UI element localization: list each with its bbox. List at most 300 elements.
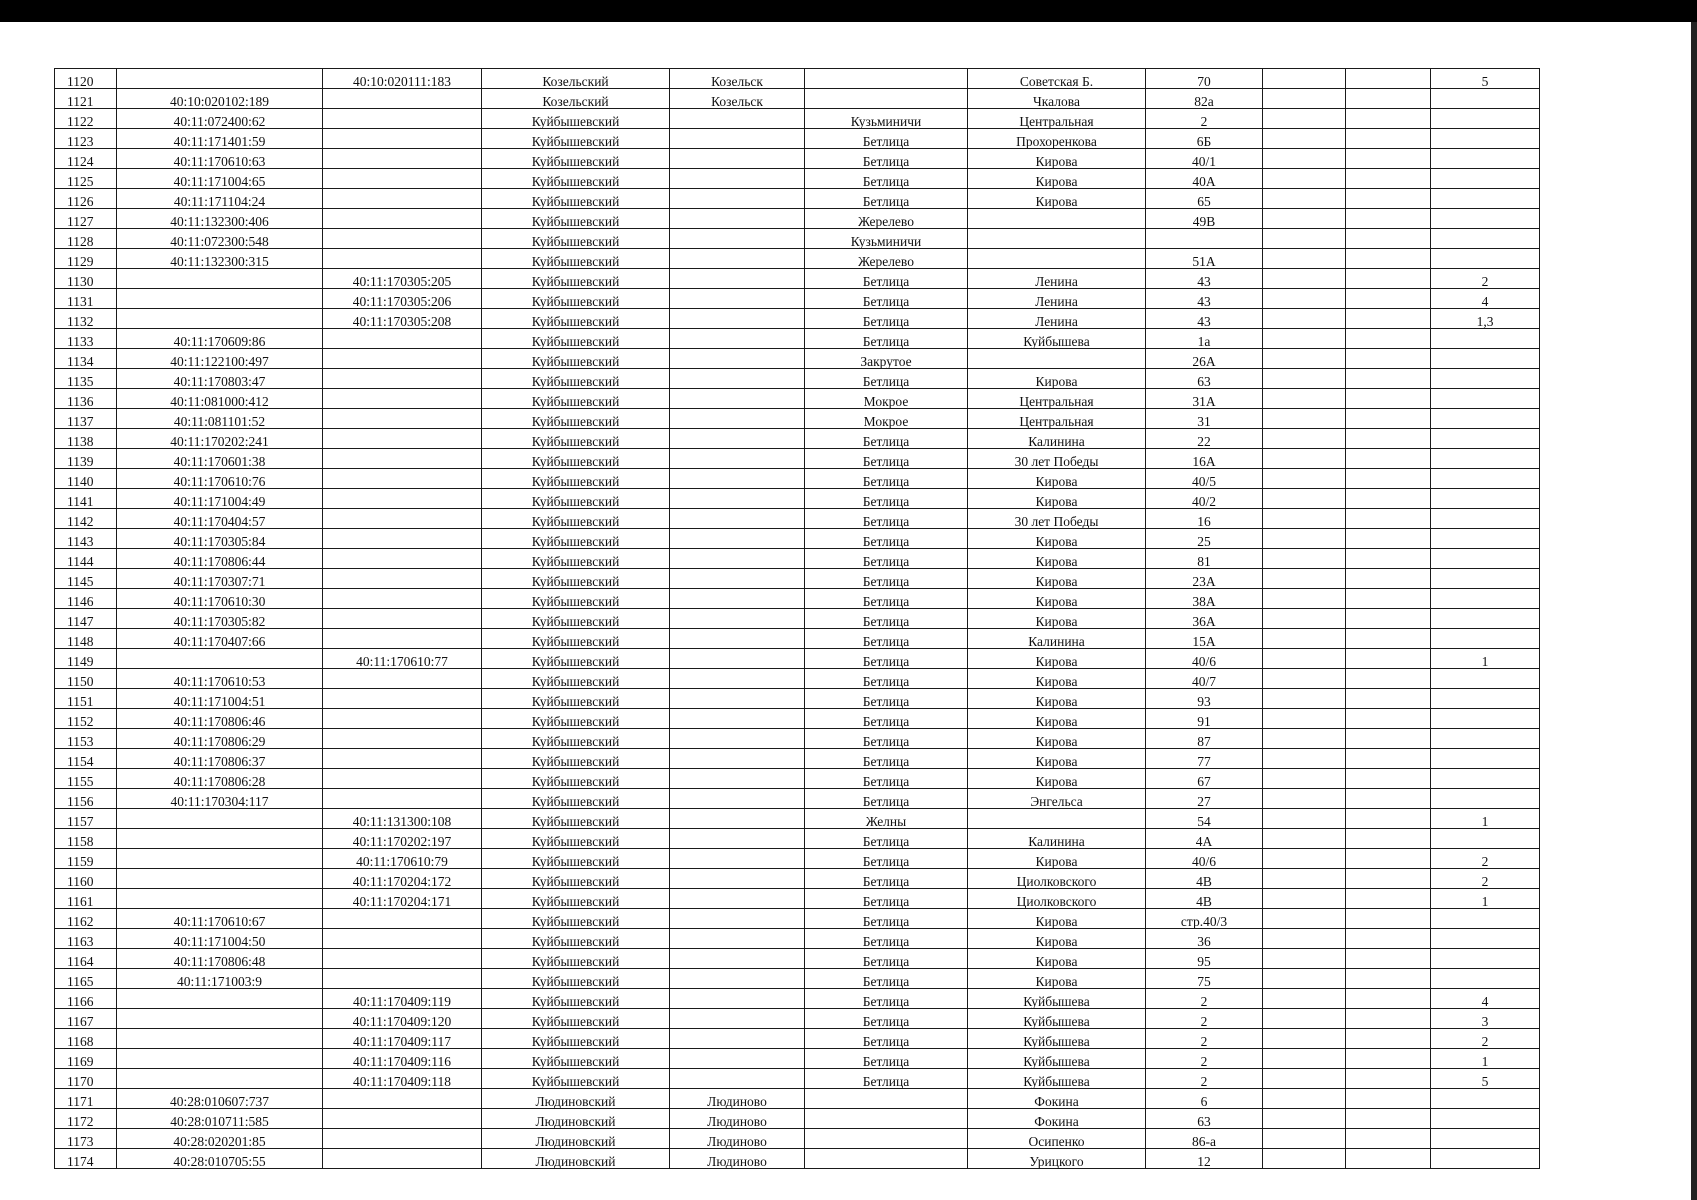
cadastral-number-land-cell: 40:11:170803:47 (117, 369, 323, 389)
city-cell (670, 829, 805, 849)
street-cell: Центральная (968, 409, 1146, 429)
apartment-number-cell (1431, 329, 1540, 349)
city-cell (670, 849, 805, 869)
settlement-cell: Бетлица (805, 129, 968, 149)
street-cell (968, 249, 1146, 269)
extra-col-1-cell (1263, 169, 1346, 189)
district-cell: Куйбышевский (482, 829, 670, 849)
city-cell (670, 169, 805, 189)
district-cell: Куйбышевский (482, 109, 670, 129)
street-cell: Фокина (968, 1109, 1146, 1129)
cadastral-number-land-cell (117, 69, 323, 89)
settlement-cell: Желны (805, 809, 968, 829)
row-number-cell: 1168 (55, 1029, 117, 1049)
extra-col-2-cell (1346, 1089, 1431, 1109)
extra-col-1-cell (1263, 89, 1346, 109)
settlement-cell: Жерелево (805, 249, 968, 269)
district-cell: Людиновский (482, 1089, 670, 1109)
district-cell: Куйбышевский (482, 309, 670, 329)
house-number-cell: 43 (1146, 269, 1263, 289)
cadastral-number-object-cell (323, 609, 482, 629)
cadastral-number-land-cell (117, 809, 323, 829)
city-cell: Людиново (670, 1149, 805, 1169)
street-cell: Кирова (968, 849, 1146, 869)
extra-col-1-cell (1263, 249, 1346, 269)
city-cell (670, 1069, 805, 1089)
street-cell: Куйбышева (968, 1009, 1146, 1029)
house-number-cell: 63 (1146, 1109, 1263, 1129)
settlement-cell: Закрутое (805, 349, 968, 369)
row-number-cell: 1162 (55, 909, 117, 929)
cadastral-number-land-cell: 40:11:081000:412 (117, 389, 323, 409)
extra-col-1-cell (1263, 469, 1346, 489)
table-row (55, 489, 1540, 509)
extra-col-1-cell (1263, 229, 1346, 249)
extra-col-2-cell (1346, 1029, 1431, 1049)
row-number-cell: 1157 (55, 809, 117, 829)
extra-col-1-cell (1263, 149, 1346, 169)
table-row (55, 629, 1540, 649)
street-cell: Урицкого (968, 1149, 1146, 1169)
extra-col-1-cell (1263, 689, 1346, 709)
city-cell (670, 869, 805, 889)
street-cell: Кирова (968, 369, 1146, 389)
cadastral-number-object-cell: 40:11:170409:117 (323, 1029, 482, 1049)
cadastral-number-land-cell (117, 1029, 323, 1049)
cadastral-number-object-cell: 40:11:170610:77 (323, 649, 482, 669)
district-cell: Куйбышевский (482, 289, 670, 309)
table-row (55, 929, 1540, 949)
row-number-cell: 1152 (55, 709, 117, 729)
extra-col-1-cell (1263, 109, 1346, 129)
settlement-cell (805, 1109, 968, 1129)
extra-col-2-cell (1346, 309, 1431, 329)
district-cell: Куйбышевский (482, 989, 670, 1009)
street-cell: Кирова (968, 489, 1146, 509)
extra-col-1-cell (1263, 829, 1346, 849)
extra-col-2-cell (1346, 69, 1431, 89)
cadastral-number-land-cell: 40:11:170202:241 (117, 429, 323, 449)
district-cell: Куйбышевский (482, 969, 670, 989)
settlement-cell: Бетлица (805, 789, 968, 809)
settlement-cell (805, 69, 968, 89)
extra-col-2-cell (1346, 149, 1431, 169)
scan-right-edge (1691, 22, 1697, 1200)
cadastral-number-land-cell: 40:11:170806:28 (117, 769, 323, 789)
house-number-cell: 82а (1146, 89, 1263, 109)
district-cell: Куйбышевский (482, 489, 670, 509)
apartment-number-cell (1431, 1089, 1540, 1109)
row-number-cell: 1144 (55, 549, 117, 569)
district-cell: Куйбышевский (482, 209, 670, 229)
settlement-cell: Бетлица (805, 429, 968, 449)
extra-col-2-cell (1346, 909, 1431, 929)
cadastral-number-object-cell (323, 669, 482, 689)
cadastral-number-object-cell (323, 709, 482, 729)
extra-col-2-cell (1346, 869, 1431, 889)
street-cell: Кирова (968, 149, 1146, 169)
table-row (55, 69, 1540, 89)
row-number-cell: 1151 (55, 689, 117, 709)
table-row (55, 1049, 1540, 1069)
row-number-cell: 1145 (55, 569, 117, 589)
house-number-cell: 31А (1146, 389, 1263, 409)
extra-col-1-cell (1263, 789, 1346, 809)
settlement-cell: Бетлица (805, 1029, 968, 1049)
street-cell: Кирова (968, 689, 1146, 709)
settlement-cell: Бетлица (805, 609, 968, 629)
table-row (55, 789, 1540, 809)
cadastral-number-land-cell: 40:11:170610:63 (117, 149, 323, 169)
city-cell: Людиново (670, 1089, 805, 1109)
cadastral-number-object-cell: 40:11:170204:172 (323, 869, 482, 889)
row-number-cell: 1121 (55, 89, 117, 109)
extra-col-2-cell (1346, 249, 1431, 269)
cadastral-number-object-cell (323, 329, 482, 349)
apartment-number-cell (1431, 349, 1540, 369)
settlement-cell: Бетлица (805, 949, 968, 969)
district-cell: Куйбышевский (482, 889, 670, 909)
apartment-number-cell (1431, 909, 1540, 929)
street-cell: Кирова (968, 589, 1146, 609)
district-cell: Людиновский (482, 1109, 670, 1129)
house-number-cell: 16А (1146, 449, 1263, 469)
street-cell: Кирова (968, 909, 1146, 929)
table-row (55, 129, 1540, 149)
settlement-cell: Бетлица (805, 189, 968, 209)
extra-col-1-cell (1263, 289, 1346, 309)
extra-col-2-cell (1346, 889, 1431, 909)
cadastral-number-land-cell: 40:11:170610:67 (117, 909, 323, 929)
city-cell: Козельск (670, 89, 805, 109)
settlement-cell: Бетлица (805, 469, 968, 489)
row-number-cell: 1136 (55, 389, 117, 409)
cadastral-number-object-cell (323, 729, 482, 749)
house-number-cell: 51А (1146, 249, 1263, 269)
district-cell: Куйбышевский (482, 849, 670, 869)
settlement-cell: Бетлица (805, 1049, 968, 1069)
district-cell: Куйбышевский (482, 1069, 670, 1089)
table-row (55, 529, 1540, 549)
cadastral-number-land-cell (117, 289, 323, 309)
cadastral-number-land-cell: 40:11:122100:497 (117, 349, 323, 369)
apartment-number-cell (1431, 969, 1540, 989)
street-cell: Кирова (968, 169, 1146, 189)
city-cell (670, 489, 805, 509)
street-cell: Советская Б. (968, 69, 1146, 89)
row-number-cell: 1123 (55, 129, 117, 149)
street-cell: Калинина (968, 629, 1146, 649)
scan-top-edge (0, 0, 1697, 22)
row-number-cell: 1160 (55, 869, 117, 889)
row-number-cell: 1147 (55, 609, 117, 629)
cadastral-number-land-cell: 40:11:171004:49 (117, 489, 323, 509)
extra-col-2-cell (1346, 649, 1431, 669)
cadastral-number-land-cell: 40:11:170304:117 (117, 789, 323, 809)
settlement-cell: Бетлица (805, 269, 968, 289)
extra-col-2-cell (1346, 1129, 1431, 1149)
extra-col-1-cell (1263, 129, 1346, 149)
row-number-cell: 1127 (55, 209, 117, 229)
cadastral-number-land-cell: 40:11:081101:52 (117, 409, 323, 429)
house-number-cell: 4В (1146, 869, 1263, 889)
city-cell (670, 729, 805, 749)
row-number-cell: 1148 (55, 629, 117, 649)
table-row (55, 569, 1540, 589)
apartment-number-cell: 1 (1431, 889, 1540, 909)
extra-col-1-cell (1263, 1029, 1346, 1049)
extra-col-1-cell (1263, 609, 1346, 629)
row-number-cell: 1130 (55, 269, 117, 289)
apartment-number-cell (1431, 169, 1540, 189)
street-cell: Циолковского (968, 869, 1146, 889)
cadastral-number-object-cell (323, 209, 482, 229)
house-number-cell: 40/5 (1146, 469, 1263, 489)
extra-col-1-cell (1263, 589, 1346, 609)
extra-col-1-cell (1263, 929, 1346, 949)
register-table (54, 68, 1540, 1169)
extra-col-1-cell (1263, 749, 1346, 769)
street-cell: Куйбышева (968, 989, 1146, 1009)
row-number-cell: 1134 (55, 349, 117, 369)
house-number-cell: 4В (1146, 889, 1263, 909)
cadastral-number-object-cell: 40:11:131300:108 (323, 809, 482, 829)
cadastral-number-land-cell: 40:28:020201:85 (117, 1129, 323, 1149)
house-number-cell: 4А (1146, 829, 1263, 849)
row-number-cell: 1140 (55, 469, 117, 489)
district-cell: Куйбышевский (482, 449, 670, 469)
table-row (55, 149, 1540, 169)
district-cell: Куйбышевский (482, 709, 670, 729)
city-cell (670, 669, 805, 689)
district-cell: Куйбышевский (482, 929, 670, 949)
table-row (55, 269, 1540, 289)
cadastral-number-land-cell: 40:11:170404:57 (117, 509, 323, 529)
apartment-number-cell: 2 (1431, 869, 1540, 889)
cadastral-number-land-cell: 40:11:170610:30 (117, 589, 323, 609)
settlement-cell: Бетлица (805, 869, 968, 889)
extra-col-2-cell (1346, 109, 1431, 129)
table-row (55, 769, 1540, 789)
apartment-number-cell (1431, 949, 1540, 969)
settlement-cell (805, 1089, 968, 1109)
street-cell: Кирова (968, 949, 1146, 969)
extra-col-1-cell (1263, 509, 1346, 529)
house-number-cell: 77 (1146, 749, 1263, 769)
house-number-cell: 12 (1146, 1149, 1263, 1169)
apartment-number-cell (1431, 829, 1540, 849)
cadastral-number-object-cell (323, 349, 482, 369)
extra-col-2-cell (1346, 169, 1431, 189)
cadastral-number-land-cell: 40:11:132300:406 (117, 209, 323, 229)
house-number-cell: 49В (1146, 209, 1263, 229)
row-number-cell: 1132 (55, 309, 117, 329)
house-number-cell: 6Б (1146, 129, 1263, 149)
city-cell (670, 509, 805, 529)
row-number-cell: 1138 (55, 429, 117, 449)
district-cell: Куйбышевский (482, 749, 670, 769)
extra-col-1-cell (1263, 1089, 1346, 1109)
settlement-cell: Бетлица (805, 549, 968, 569)
cadastral-number-land-cell: 40:11:170806:48 (117, 949, 323, 969)
house-number-cell: 2 (1146, 1029, 1263, 1049)
extra-col-2-cell (1346, 849, 1431, 869)
row-number-cell: 1120 (55, 69, 117, 89)
extra-col-1-cell (1263, 989, 1346, 1009)
house-number-cell: 1а (1146, 329, 1263, 349)
extra-col-1-cell (1263, 869, 1346, 889)
street-cell: Куйбышева (968, 1069, 1146, 1089)
city-cell (670, 189, 805, 209)
cadastral-number-land-cell: 40:11:170609:86 (117, 329, 323, 349)
table-row (55, 669, 1540, 689)
cadastral-number-object-cell (323, 789, 482, 809)
extra-col-1-cell (1263, 309, 1346, 329)
cadastral-number-object-cell: 40:11:170409:116 (323, 1049, 482, 1069)
street-cell: Куйбышева (968, 1049, 1146, 1069)
cadastral-number-land-cell (117, 269, 323, 289)
extra-col-1-cell (1263, 769, 1346, 789)
extra-col-1-cell (1263, 409, 1346, 429)
street-cell: 30 лет Победы (968, 449, 1146, 469)
street-cell (968, 349, 1146, 369)
extra-col-1-cell (1263, 1149, 1346, 1169)
row-number-cell: 1158 (55, 829, 117, 849)
settlement-cell: Бетлица (805, 709, 968, 729)
settlement-cell: Бетлица (805, 289, 968, 309)
street-cell: Кирова (968, 929, 1146, 949)
apartment-number-cell (1431, 229, 1540, 249)
apartment-number-cell (1431, 749, 1540, 769)
row-number-cell: 1164 (55, 949, 117, 969)
table-row (55, 729, 1540, 749)
row-number-cell: 1135 (55, 369, 117, 389)
table-row (55, 109, 1540, 129)
extra-col-1-cell (1263, 1109, 1346, 1129)
house-number-cell: 36 (1146, 929, 1263, 949)
extra-col-1-cell (1263, 889, 1346, 909)
cadastral-number-land-cell: 40:11:170806:44 (117, 549, 323, 569)
district-cell: Куйбышевский (482, 729, 670, 749)
settlement-cell: Бетлица (805, 449, 968, 469)
cadastral-number-land-cell: 40:11:072400:62 (117, 109, 323, 129)
cadastral-number-object-cell (323, 429, 482, 449)
row-number-cell: 1156 (55, 789, 117, 809)
row-number-cell: 1174 (55, 1149, 117, 1169)
house-number-cell: 91 (1146, 709, 1263, 729)
row-number-cell: 1163 (55, 929, 117, 949)
table-row (55, 1109, 1540, 1129)
apartment-number-cell: 1 (1431, 809, 1540, 829)
house-number-cell: 38А (1146, 589, 1263, 609)
table-row (55, 89, 1540, 109)
extra-col-2-cell (1346, 89, 1431, 109)
extra-col-2-cell (1346, 1149, 1431, 1169)
extra-col-2-cell (1346, 449, 1431, 469)
extra-col-2-cell (1346, 669, 1431, 689)
district-cell: Куйбышевский (482, 169, 670, 189)
extra-col-1-cell (1263, 549, 1346, 569)
extra-col-2-cell (1346, 929, 1431, 949)
cadastral-number-object-cell (323, 589, 482, 609)
city-cell (670, 389, 805, 409)
extra-col-2-cell (1346, 289, 1431, 309)
street-cell: Кирова (968, 609, 1146, 629)
house-number-cell (1146, 229, 1263, 249)
row-number-cell: 1139 (55, 449, 117, 469)
apartment-number-cell (1431, 1149, 1540, 1169)
row-number-cell: 1170 (55, 1069, 117, 1089)
apartment-number-cell (1431, 1129, 1540, 1149)
apartment-number-cell (1431, 189, 1540, 209)
house-number-cell: 93 (1146, 689, 1263, 709)
extra-col-1-cell (1263, 429, 1346, 449)
district-cell: Куйбышевский (482, 689, 670, 709)
table-row (55, 389, 1540, 409)
apartment-number-cell (1431, 149, 1540, 169)
table-row (55, 509, 1540, 529)
city-cell (670, 609, 805, 629)
table-row (55, 1069, 1540, 1089)
street-cell (968, 229, 1146, 249)
extra-col-1-cell (1263, 369, 1346, 389)
settlement-cell: Бетлица (805, 169, 968, 189)
house-number-cell: 27 (1146, 789, 1263, 809)
extra-col-2-cell (1346, 609, 1431, 629)
extra-col-1-cell (1263, 669, 1346, 689)
table-row (55, 289, 1540, 309)
district-cell: Куйбышевский (482, 809, 670, 829)
apartment-number-cell (1431, 369, 1540, 389)
house-number-cell: 75 (1146, 969, 1263, 989)
settlement-cell: Бетлица (805, 969, 968, 989)
cadastral-number-object-cell (323, 769, 482, 789)
cadastral-number-object-cell (323, 489, 482, 509)
cadastral-number-object-cell (323, 469, 482, 489)
district-cell: Людиновский (482, 1129, 670, 1149)
apartment-number-cell: 4 (1431, 989, 1540, 1009)
street-cell: Кирова (968, 189, 1146, 209)
district-cell: Людиновский (482, 1149, 670, 1169)
settlement-cell: Бетлица (805, 489, 968, 509)
extra-col-2-cell (1346, 949, 1431, 969)
cadastral-number-land-cell (117, 1069, 323, 1089)
row-number-cell: 1172 (55, 1109, 117, 1129)
apartment-number-cell (1431, 209, 1540, 229)
cadastral-number-land-cell: 40:11:072300:548 (117, 229, 323, 249)
row-number-cell: 1129 (55, 249, 117, 269)
settlement-cell: Бетлица (805, 669, 968, 689)
settlement-cell: Бетлица (805, 929, 968, 949)
cadastral-number-land-cell (117, 889, 323, 909)
apartment-number-cell: 2 (1431, 849, 1540, 869)
cadastral-number-land-cell: 40:11:171004:50 (117, 929, 323, 949)
cadastral-number-object-cell (323, 449, 482, 469)
cadastral-number-object-cell: 40:10:020111:183 (323, 69, 482, 89)
house-number-cell: 81 (1146, 549, 1263, 569)
settlement-cell: Бетлица (805, 649, 968, 669)
apartment-number-cell (1431, 469, 1540, 489)
district-cell: Куйбышевский (482, 769, 670, 789)
district-cell: Куйбышевский (482, 429, 670, 449)
city-cell (670, 249, 805, 269)
house-number-cell: 2 (1146, 109, 1263, 129)
row-number-cell: 1149 (55, 649, 117, 669)
table-row (55, 469, 1540, 489)
house-number-cell: 40/2 (1146, 489, 1263, 509)
cadastral-number-object-cell (323, 189, 482, 209)
district-cell: Куйбышевский (482, 249, 670, 269)
